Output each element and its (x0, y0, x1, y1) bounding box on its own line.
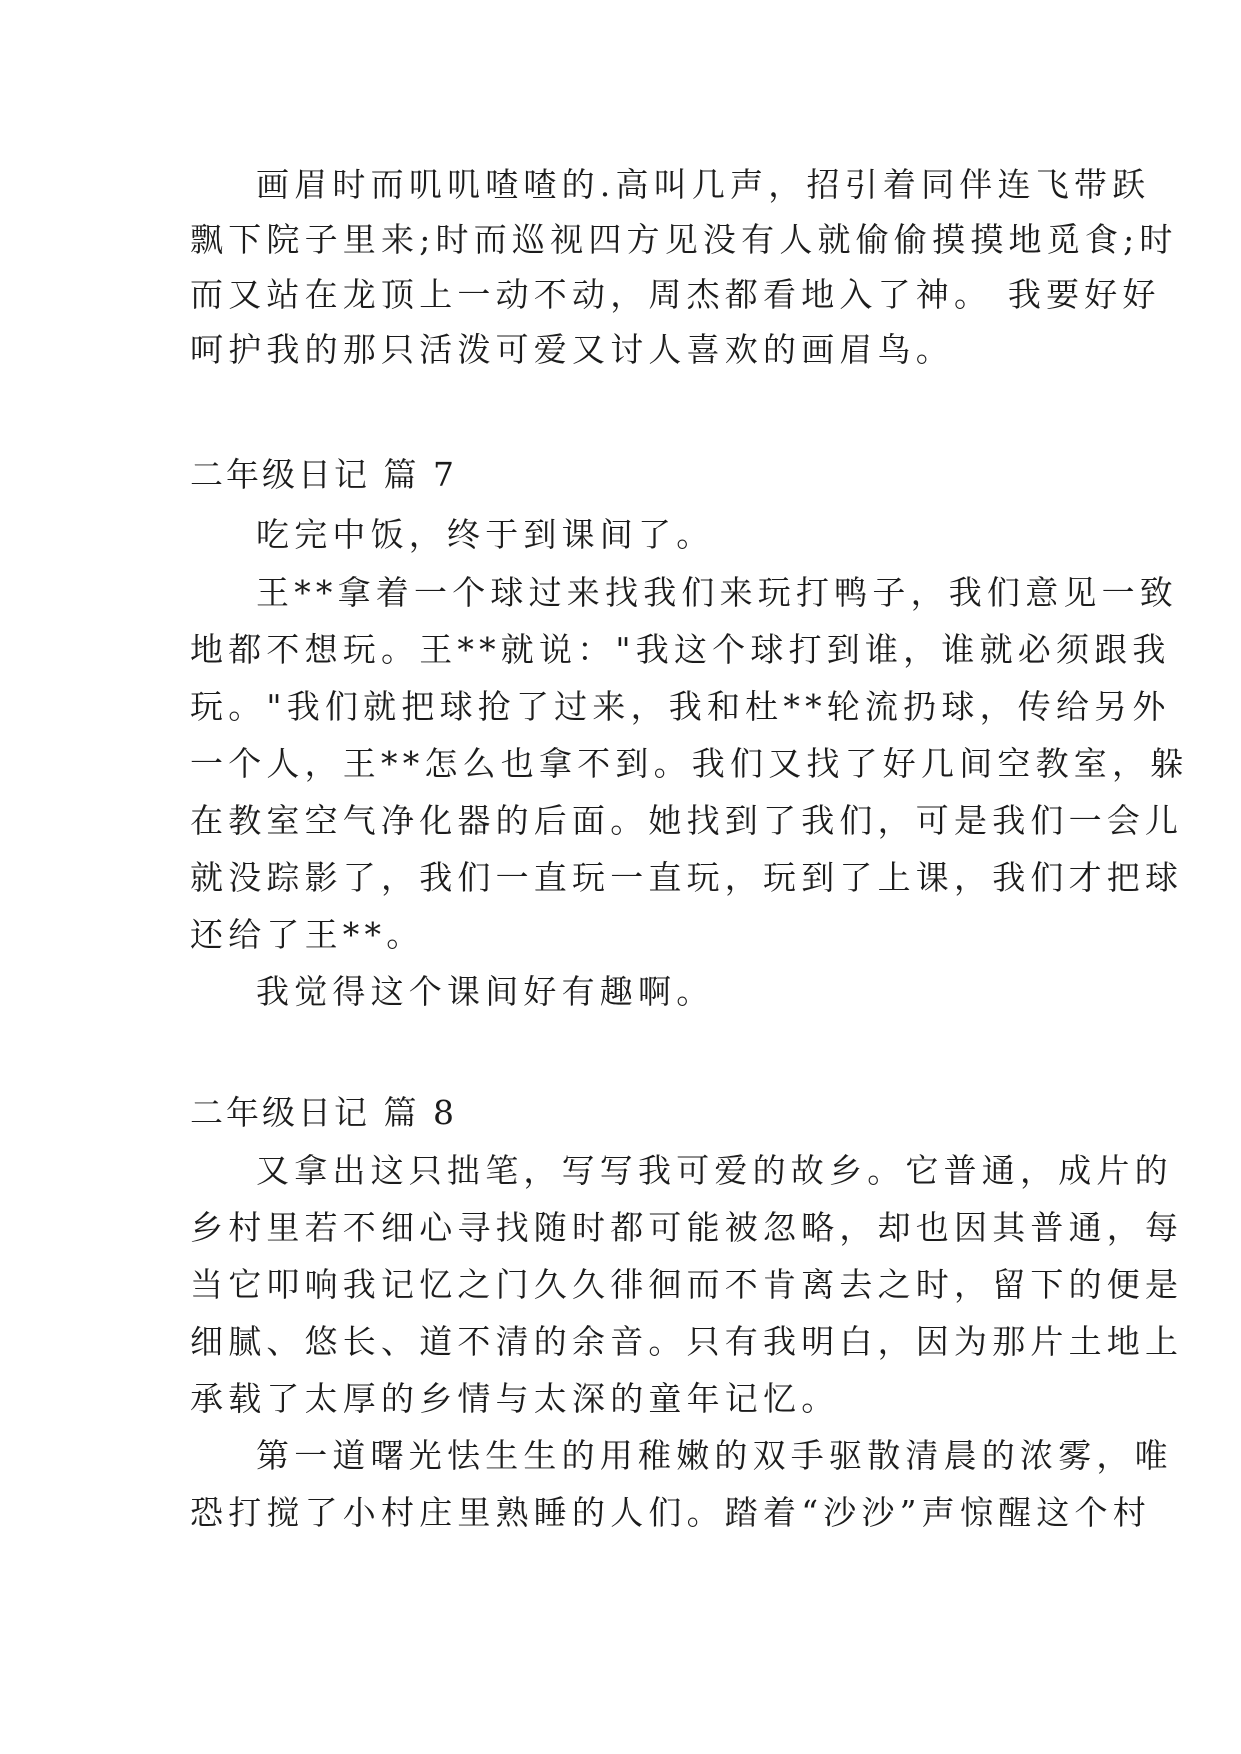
text-line: 当它叩响我记忆之门久久徘徊而不肯离去之时，留下的便是 (190, 1265, 1184, 1304)
section-heading: 二年级日记 篇 8 (190, 1093, 457, 1132)
text-line: 细腻、悠长、道不清的余音。只有我明白，因为那片土地上 (190, 1322, 1184, 1361)
text-line: 呵护我的那只活泼可爱又讨人喜欢的画眉鸟。 (190, 330, 954, 369)
text-line: 承载了太厚的乡情与太深的童年记忆。 (190, 1379, 840, 1418)
text-line: 我觉得这个课间好有趣啊。 (256, 972, 715, 1011)
text-line: 一个人，王**怎么也拿不到。我们又找了好几间空教室，躲 (190, 744, 1189, 783)
text-line: 而又站在龙顶上一动不动，周杰都看地入了神。 我要好好 (190, 275, 1161, 314)
text-line: 飘下院子里来;时而巡视四方见没有人就偷偷摸摸地觅食;时 (190, 220, 1178, 259)
text-line: 王**拿着一个球过来找我们来玩打鸭子，我们意见一致 (256, 573, 1178, 612)
text-line: 就没踪影了，我们一直玩一直玩，玩到了上课，我们才把球 (190, 858, 1184, 897)
text-line: 还给了王**。 (190, 915, 425, 954)
text-line: 吃完中饭，终于到课间了。 (256, 515, 715, 554)
text-line: 恐打搅了小村庄里熟睡的人们。踏着“沙沙”声惊醒这个村 (190, 1493, 1151, 1532)
text-line: 画眉时而叽叽喳喳的.高叫几声，招引着同伴连飞带跃 (256, 165, 1151, 204)
text-line: 第一道曙光怯生生的用稚嫩的双手驱散清晨的浓雾，唯 (256, 1436, 1173, 1475)
text-line: 地都不想玩。王**就说："我这个球打到谁，谁就必须跟我 (190, 630, 1171, 669)
text-line: 又拿出这只拙笔，写写我可爱的故乡。它普通，成片的 (256, 1151, 1173, 1190)
text-line: 玩。"我们就把球抢了过来，我和杜**轮流扔球，传给另外 (190, 687, 1171, 726)
text-line: 在教室空气净化器的后面。她找到了我们，可是我们一会儿 (190, 801, 1184, 840)
section-heading: 二年级日记 篇 7 (190, 455, 457, 494)
text-line: 乡村里若不细心寻找随时都可能被忽略，却也因其普通，每 (190, 1208, 1184, 1247)
